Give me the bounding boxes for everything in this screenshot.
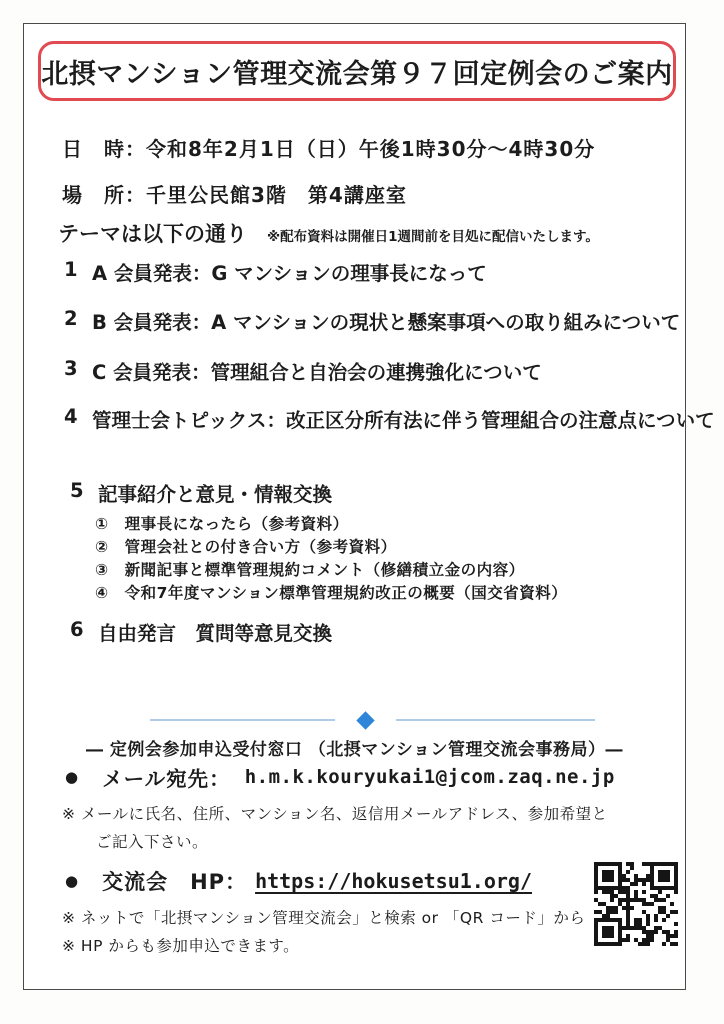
- diamond-icon: [356, 711, 374, 729]
- date-label: 日 時：: [62, 137, 146, 161]
- agenda-item-6: [70, 618, 332, 646]
- theme-line: [58, 218, 599, 248]
- bullet-icon: ●: [65, 768, 79, 786]
- agenda-num: 2: [64, 307, 78, 330]
- agenda-item-5: [70, 479, 332, 507]
- agenda-item-3: [64, 357, 542, 385]
- agenda-text: 記事紹介と意見・情報交換: [98, 483, 333, 506]
- section-divider: [150, 712, 595, 728]
- date-line: [62, 133, 595, 162]
- qr-code: [594, 862, 678, 946]
- agenda-5-sub-3: ③ 新聞記事と標準管理規約コメント（修繕積立金の内容）: [95, 561, 525, 579]
- date-value: 令和8年2月1日（日）午後1時30分～4時30分: [146, 137, 596, 161]
- divider-line-right: [396, 719, 595, 721]
- agenda-text: B 会員発表：A マンションの現状と懸案事項への取り組みについて: [92, 311, 681, 334]
- agenda-num: 5: [70, 479, 84, 502]
- agenda-5-sub-2: ② 管理会社との付き合い方（参考資料）: [95, 538, 397, 556]
- hp-row: [65, 866, 532, 896]
- theme-heading: テーマは以下の通り: [58, 222, 247, 246]
- mail-note-line2: ご記入下さい。: [96, 833, 209, 851]
- hp-url-link[interactable]: https://hokusetsu1.org/: [255, 869, 533, 893]
- agenda-text: A 会員発表：G マンションの理事長になって: [92, 262, 487, 285]
- qr-pattern: [594, 862, 678, 946]
- agenda-text: 自由発言 質問等意見交換: [98, 622, 333, 645]
- agenda-num: 4: [64, 405, 78, 428]
- agenda-5-sub-4: ④ 令和7年度マンション標準管理規約改正の概要（国交省資料）: [95, 584, 568, 602]
- mail-label: メール宛先：: [102, 767, 231, 791]
- place-label: 場 所：: [62, 183, 146, 207]
- page-title: 北摂マンション管理交流会第９７回定例会のご案内: [41, 58, 673, 90]
- theme-note: ※配布資料は開催日1週間前を目処に配信いたします。: [267, 229, 599, 245]
- title-banner: [38, 41, 676, 101]
- agenda-item-2: [64, 307, 680, 335]
- hp-label: 交流会 HP：: [102, 870, 248, 894]
- mail-address: h.m.k.kouryukai1@jcom.zaq.ne.jp: [244, 766, 615, 788]
- agenda-num: 6: [70, 618, 84, 641]
- contact-heading: ― 定例会参加申込受付窓口 （北摂マンション管理交流会事務局）―: [85, 740, 624, 760]
- mail-row: [65, 762, 615, 792]
- place-line: [62, 179, 407, 208]
- hp-note-line2: ※ HP からも参加申込できます。: [62, 937, 300, 955]
- agenda-5-sub-1: ① 理事長になったら（参考資料）: [95, 515, 349, 533]
- place-value: 千里公民館3階 第4講座室: [146, 183, 407, 207]
- bullet-icon: ●: [65, 872, 79, 890]
- mail-note-line1: ※ メールに氏名、住所、マンション名、返信用メールアドレス、参加希望と: [62, 805, 608, 823]
- agenda-item-4: [64, 405, 715, 433]
- agenda-text: 管理士会トピックス：改正区分所有法に伴う管理組合の注意点について: [92, 409, 715, 432]
- agenda-num: 3: [64, 357, 78, 380]
- hp-note-line1: ※ ネットで「北摂マンション管理交流会」と検索 or 「QR コード」から: [62, 909, 586, 927]
- divider-line-left: [150, 719, 335, 721]
- agenda-text: C 会員発表：管理組合と自治会の連携強化について: [92, 361, 542, 384]
- agenda-num: 1: [64, 258, 78, 281]
- agenda-item-1: [64, 258, 487, 286]
